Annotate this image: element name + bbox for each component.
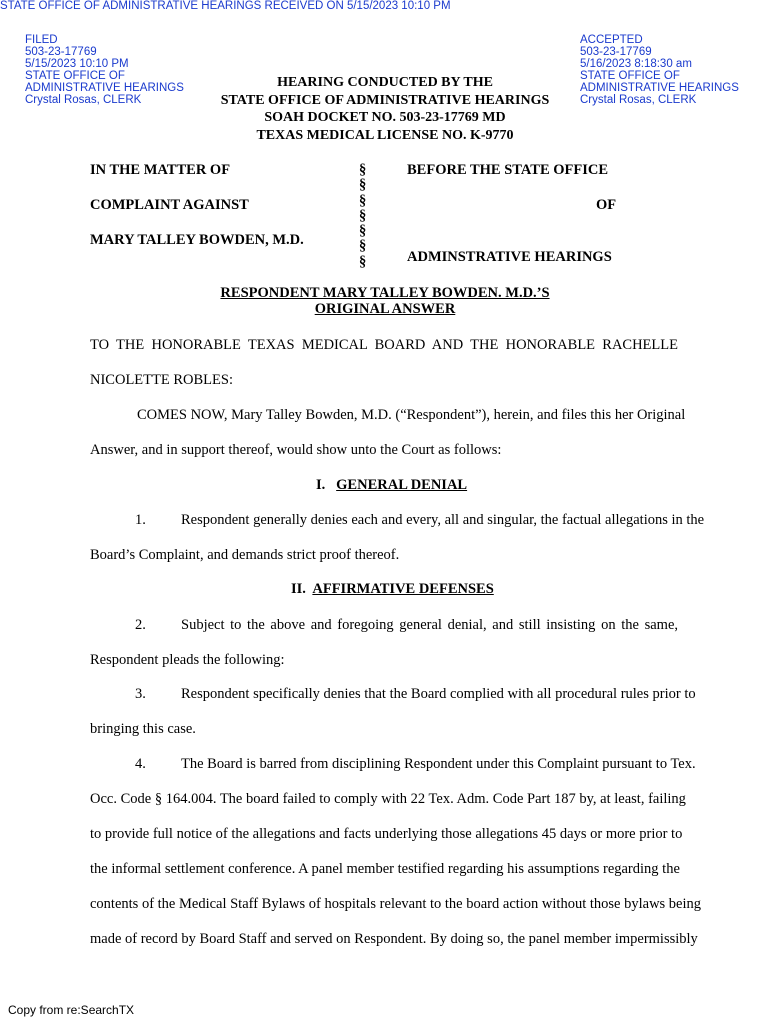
- salutation-line: TO THE HONORABLE TEXAS MEDICAL BOARD AND THE HONORABLE RACHELLE: [90, 337, 678, 353]
- heading-line: SOAH DOCKET NO. 503-23-17769 MD: [264, 110, 506, 125]
- section-heading-affirmative-defenses: [291, 581, 494, 598]
- section-number: II.: [291, 581, 306, 597]
- section-number: I.: [316, 477, 326, 493]
- paragraph-line: Board’s Complaint, and demands strict proof thereof.: [90, 547, 400, 563]
- section-mark: §: [359, 253, 367, 270]
- accepted-stamp-line: Crystal Rosas, CLERK: [580, 94, 697, 106]
- paragraph-line: Subject to the above and foregoing general denial, and still insisting on the same,: [181, 617, 678, 633]
- title-line: RESPONDENT MARY TALLEY BOWDEN. M.D.’S: [220, 285, 550, 301]
- intro-line: COMES NOW, Mary Talley Bowden, M.D. (“Respondent”), herein, and files this her Original: [137, 407, 686, 423]
- paragraph-number: 3.: [135, 686, 146, 702]
- caption-administrative-hearings: ADMINSTRATIVE HEARINGS: [407, 249, 612, 265]
- paragraph-number: 1.: [135, 512, 146, 528]
- paragraph-line: Respondent specifically denies that the Board complied with all procedural rules prior to: [181, 686, 696, 702]
- filed-stamp-line: 5/15/2023 10:10 PM: [25, 58, 129, 70]
- caption-in-the-matter: IN THE MATTER OF: [90, 162, 231, 178]
- section-title: AFFIRMATIVE DEFENSES: [312, 581, 494, 597]
- paragraph-number: 2.: [135, 617, 146, 633]
- caption-of: OF: [596, 197, 617, 213]
- heading-line: STATE OFFICE OF ADMINISTRATIVE HEARINGS: [220, 92, 550, 108]
- accepted-stamp-line: 5/16/2023 8:18:30 am: [580, 58, 692, 70]
- paragraph-line: bringing this case.: [90, 721, 196, 737]
- accepted-stamp-line: ADMINISTRATIVE HEARINGS: [580, 82, 739, 94]
- document-heading: [190, 74, 580, 144]
- section-mark: §: [359, 238, 367, 255]
- paragraph-line: Occ. Code § 164.004. The board failed to comply with 22 Tex. Adm. Code Part 187 by, at least, failing: [90, 791, 686, 807]
- section-mark: §: [359, 207, 367, 224]
- paragraph-number: 4.: [135, 756, 146, 772]
- paragraph-line: to provide full notice of the allegations and facts underlying those allegations 45 days or more prior to: [90, 826, 683, 842]
- section-mark: §: [359, 177, 367, 194]
- section-mark: §: [359, 223, 367, 240]
- paragraph-line: Respondent pleads the following:: [90, 652, 285, 668]
- filed-stamp-line: ADMINISTRATIVE HEARINGS: [25, 82, 184, 94]
- caption-respondent-name: MARY TALLEY BOWDEN, M.D.: [90, 232, 304, 248]
- paragraph-line: the informal settlement conference. A panel member testified regarding his assumptions regarding the: [90, 861, 680, 877]
- section-title: GENERAL DENIAL: [336, 477, 468, 493]
- intro-line: Answer, and in support thereof, would show unto the Court as follows:: [90, 442, 502, 458]
- paragraph-line: The Board is barred from disciplining Respondent under this Complaint pursuant to Tex.: [181, 756, 696, 772]
- filed-stamp-line: 503-23-17769: [25, 46, 97, 58]
- accepted-stamp: [580, 34, 739, 106]
- paragraph-line: contents of the Medical Staff Bylaws of hospitals relevant to the board action without those bylaws being: [90, 896, 702, 912]
- filed-stamp-line: Crystal Rosas, CLERK: [25, 94, 142, 106]
- copy-source-footer: Copy from re:SearchTX: [8, 1003, 135, 1017]
- caption-complaint-against: COMPLAINT AGAINST: [90, 197, 249, 213]
- section-mark: §: [359, 192, 367, 209]
- filed-stamp-line: STATE OFFICE OF: [25, 70, 125, 82]
- document-title: [90, 285, 680, 317]
- section-mark-column: [359, 163, 366, 270]
- paragraph-line: made of record by Board Staff and served on Respondent. By doing so, the panel member impermissibly: [90, 931, 698, 947]
- salutation-line: NICOLETTE ROBLES:: [90, 372, 233, 388]
- received-banner: STATE OFFICE OF ADMINISTRATIVE HEARINGS RECEIVED ON 5/15/2023 10:10 PM: [0, 0, 451, 12]
- section-heading-general-denial: [316, 477, 467, 494]
- heading-line: TEXAS MEDICAL LICENSE NO. K-9770: [256, 127, 514, 143]
- accepted-stamp-line: 503-23-17769: [580, 46, 652, 58]
- filed-stamp-line: FILED: [25, 34, 58, 46]
- accepted-stamp-line: STATE OFFICE OF: [580, 70, 680, 82]
- accepted-stamp-line: ACCEPTED: [580, 34, 643, 46]
- filed-stamp: [25, 34, 184, 106]
- paragraph-line: Respondent generally denies each and every, all and singular, the factual allegations in the: [181, 512, 705, 528]
- title-line: ORIGINAL ANSWER: [314, 301, 456, 317]
- heading-line: HEARING CONDUCTED BY THE: [277, 75, 493, 90]
- caption-before-state-office: BEFORE THE STATE OFFICE: [407, 162, 609, 178]
- section-mark: §: [359, 162, 367, 178]
